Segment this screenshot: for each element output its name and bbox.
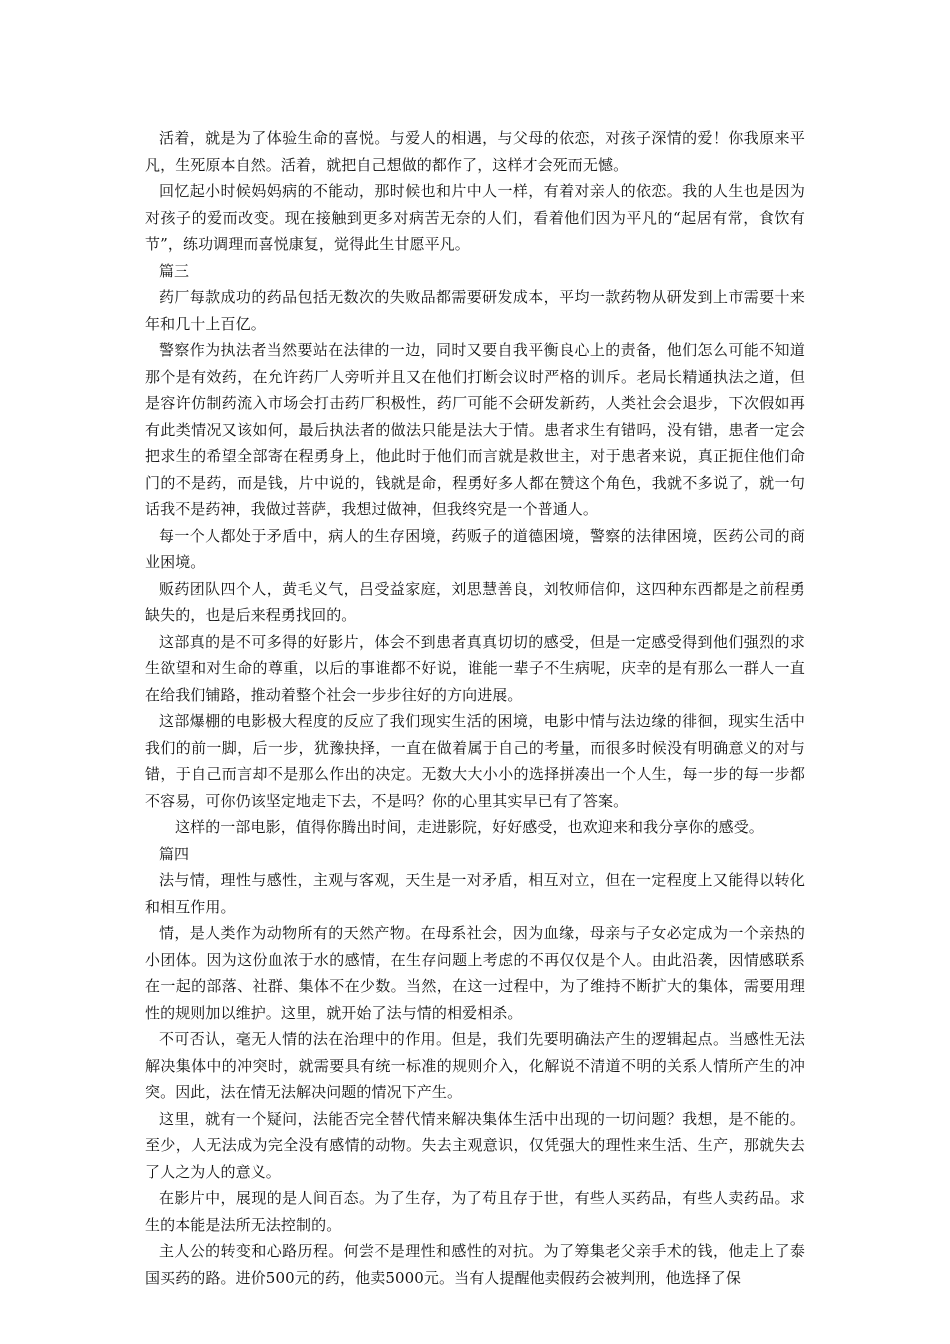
paragraph: 回忆起小时候妈妈病的不能动，那时候也和片中人一样，有着对亲人的依恋。我的人生也是因为对孩子的爱而改变。现在接触到更多对病苦无奈的人们，看着他们因为平凡的“起居有常，食饮有节”，练功调理而喜悦康复，觉得此生甘愿平凡。 xyxy=(145,182,805,253)
paragraph: 在影片中，展现的是人间百态。为了生存，为了苟且存于世，有些人买药品，有些人卖药品。求生的本能是法所无法控制的。 xyxy=(145,1189,805,1234)
paragraph: 不可否认，毫无人情的法在治理中的作用。但是，我们先要明确法产生的逻辑起点。当感性无法解决集体中的冲突时，就需要具有统一标准的规则介入，化解说不清道不明的关系人情所产生的冲突。因此，法在情无法解决问题的情况下产生。 xyxy=(145,1030,805,1101)
section-heading: 篇四 xyxy=(159,844,190,863)
paragraph: 这里，就有一个疑问，法能否完全替代情来解决集体生活中出现的一切问题？我想，是不能的。至少，人无法成为完全没有感情的动物。失去主观意识，仅凭强大的理性来生活、生产，那就失去了人之为人的意义。 xyxy=(145,1109,805,1181)
paragraph: 活着，就是为了体验生命的喜悦。与爱人的相遇，与父母的依恋，对孩子深情的爱！你我原来平凡，生死原本自然。活着，就把自己想做的都作了，这样才会死而无憾。 xyxy=(145,129,805,174)
paragraph: 每一个人都处于矛盾中，病人的生存困境，药贩子的道德困境，警察的法律困境，医药公司的商业困境。 xyxy=(145,526,805,571)
paragraph: 情，是人类作为动物所有的天然产物。在母系社会，因为血缘，母亲与子女必定成为一个亲热的小团体。因为这份血浓于水的感情，在生存问题上考虑的不再仅仅是个人。由此沿袭，因情感联系在一起的部落、社群、集体不在少数。当然，在这一过程中，为了维持不断扩大的集体，需要用理性的规则加以维护。这里，就开始了法与情的相爱相杀。 xyxy=(145,924,805,1022)
section-heading: 篇三 xyxy=(159,261,190,280)
paragraph: 这部真的是不可多得的好影片，体会不到患者真真切切的感受，但是一定感受得到他们强烈的求生欲望和对生命的尊重，以后的事谁都不好说，谁能一辈子不生病呢，庆幸的是有那么一群人一直在给我们铺路，推动着整个社会一步步往好的方向进展。 xyxy=(145,632,805,704)
paragraph: 警察作为执法者当然要站在法律的一边，同时又要自我平衡良心上的责备，他们怎么可能不知道那个是有效药，在允许药厂人旁听并且又在他们打断会议时严格的训斥。老局长精通执法之道，但是容许仿制药流入市场会打击药厂积极性，药厂可能不会研发新药，人类社会会退步，下次假如再有此类情况又该如何，最后执法者的做法只能是法大于情。患者求生有错吗，没有错，患者一定会把求生的希望全部寄在程勇身上，他此时于他们而言就是救世主，对于患者来说，真正扼住他们命门的不是药，而是钱，片中说的，钱就是命，程勇好多人都在赞这个角色，我就不多说了，就一句话我不是药神，我做过菩萨，我想过做神，但我终究是一个普通人。 xyxy=(145,341,805,518)
paragraph: 这样的一部电影，值得你腾出时间，走进影院，好好感受，也欢迎来和我分享你的感受。 xyxy=(175,818,764,836)
paragraph: 贩药团队四个人，黄毛义气，吕受益家庭，刘思慧善良，刘牧师信仰，这四种东西都是之前程勇缺失的，也是后来程勇找回的。 xyxy=(145,579,805,624)
paragraph: 主人公的转变和心路历程。何尝不是理性和感性的对抗。为了筹集老父亲手术的钱，他走上了泰国买药的路。进价500元的药，他卖5000元。当有人提醒他卖假药会被判刑，他选择了保 xyxy=(145,1242,805,1287)
paragraph: 药厂每款成功的药品包括无数次的失败品都需要研发成本，平均一款药物从研发到上市需要十来年和几十上百亿。 xyxy=(145,288,805,333)
paragraph: 这部爆棚的电影极大程度的反应了我们现实生活的困境，电影中情与法边缘的徘徊，现实生活中我们的前一脚，后一步，犹豫抉择，一直在做着属于自己的考量，而很多时候没有明确意义的对与错，于自己而言却不是那么作出的决定。无数大大小小的选择拼凑出一个人生，每一步的每一步都不容易，可你仍该坚定地走下去，不是吗？你的心里其实早已有了答案。 xyxy=(145,712,805,810)
paragraph: 法与情，理性与感性，主观与客观，天生是一对矛盾，相互对立，但在一定程度上又能得以转化和相互作用。 xyxy=(145,871,805,916)
article-body xyxy=(145,125,805,1291)
